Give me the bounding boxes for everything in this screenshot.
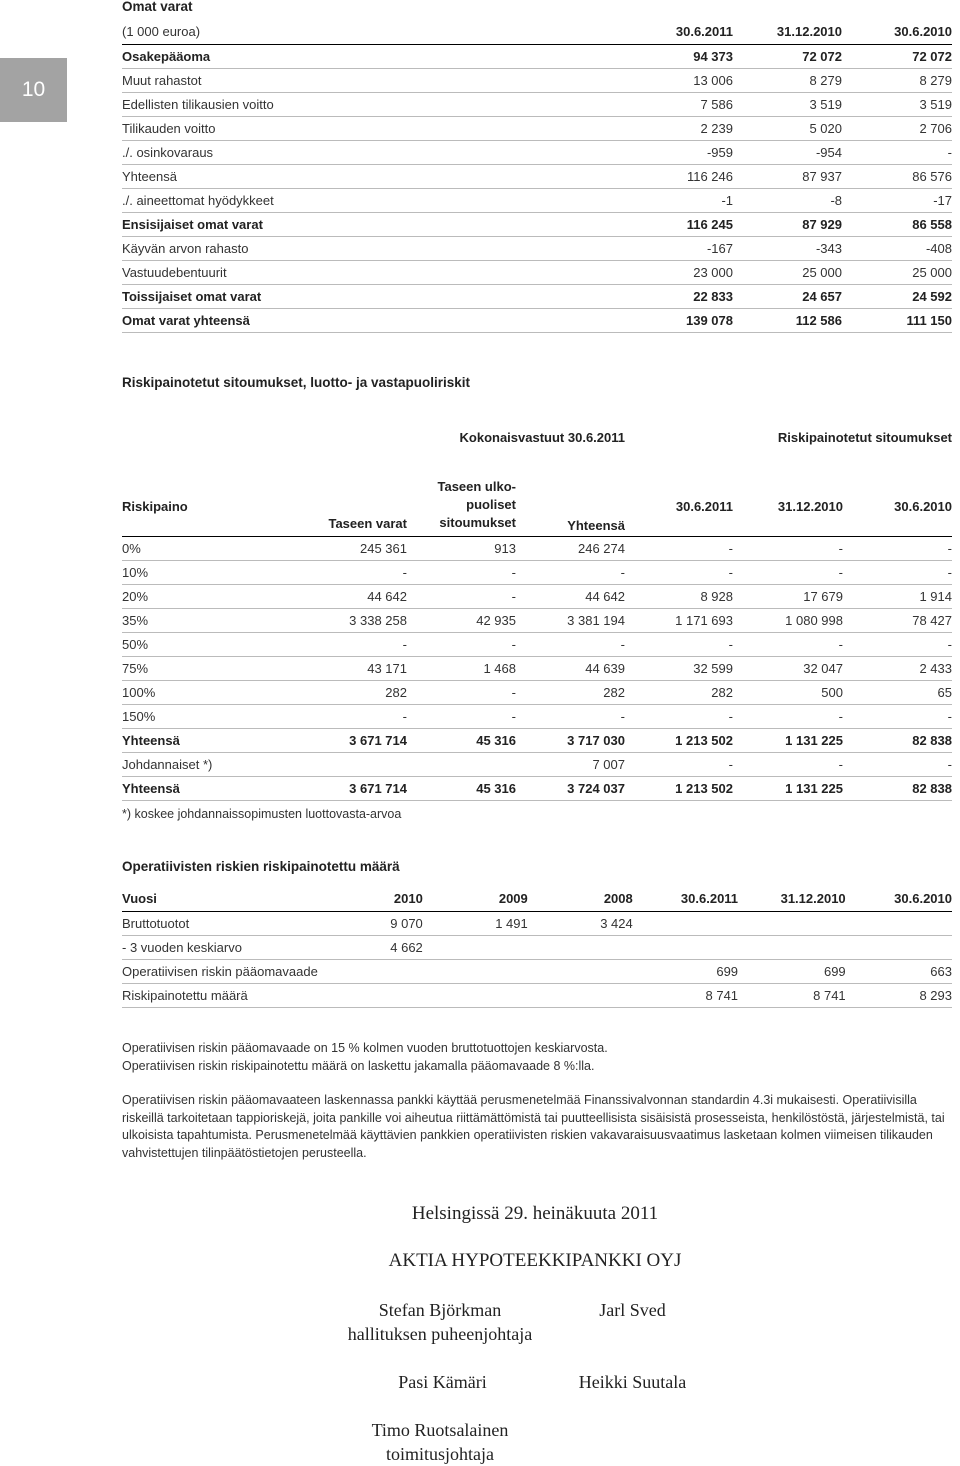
cell-value: 282 [298,680,407,704]
cell-value: - [733,560,843,584]
row-label: 100% [122,680,298,704]
cell-value: -17 [842,188,952,212]
page-number-box [0,58,67,122]
table-row [122,560,952,584]
risk-group-header [122,426,952,448]
row-label: Osakepääoma [122,44,622,68]
table-row [122,116,952,140]
cell-value: -959 [622,140,733,164]
cell-value: 112 586 [733,308,842,332]
cell-value: - [843,752,952,776]
operational-title: Operatiivisten riskien riskipainotettu määrä [122,859,400,874]
cell-value: 3 424 [528,911,633,935]
cell-value: 663 [846,959,952,983]
cell-value [423,983,528,1007]
cell-value: 246 274 [516,536,625,560]
cell-value: 2 433 [843,656,952,680]
header-date-3: 30.6.2010 [843,478,952,536]
cell-value: - [298,704,407,728]
cell-value: 82 838 [843,728,952,752]
risk-weighted-title: Riskipainotetut sitoumukset, luotto- ja vastapuoliriskit [122,375,471,390]
table-row [122,935,952,959]
table-row [122,959,952,983]
cell-value: - [733,536,843,560]
cell-value: - [516,560,625,584]
op-header-vuosi: Vuosi [122,887,318,911]
signature-5 [340,1418,540,1466]
operational-note-1: Operatiivisen riskin pääomavaade on 15 % kolmen vuoden bruttotuottojen keskiarvosta. [122,1041,608,1055]
cell-value: - [733,704,843,728]
signer-name: Jarl Sved [599,1300,666,1320]
own-funds-title: Omat varat [122,0,193,14]
table-row [122,536,952,560]
cell-value: 13 006 [622,68,733,92]
row-label: 35% [122,608,298,632]
cell-value: - [625,704,733,728]
cell-value: - [407,704,516,728]
row-label: Omat varat yhteensä [122,308,622,332]
op-header-date-2: 31.12.2010 [738,887,846,911]
risk-weighted-section [122,426,952,821]
cell-value: 1 468 [407,656,516,680]
header-date-2: 31.12.2010 [733,478,843,536]
cell-value [407,752,516,776]
row-label: 20% [122,584,298,608]
column-header: 30.6.2010 [842,20,952,44]
operational-note-2: Operatiivisen riskin riskipainotettu määrä on laskettu jakamalla pääomavaade 8 %:lla. [122,1058,595,1073]
cell-value: 4 662 [318,935,423,959]
cell-value: 3 724 037 [516,776,625,800]
row-label: 150% [122,704,298,728]
cell-value: - [842,140,952,164]
cell-value: 3 671 714 [298,776,407,800]
op-header-2009: 2009 [423,887,528,911]
cell-value: -1 [622,188,733,212]
row-label: 50% [122,632,298,656]
cell-value: 1 914 [843,584,952,608]
cell-value: 45 316 [407,728,516,752]
group-total-label: Kokonaisvastuut 30.6.2011 [459,429,625,445]
cell-value: - [407,584,516,608]
cell-value: - [843,536,952,560]
cell-value: 7 007 [516,752,625,776]
row-label: 75% [122,656,298,680]
cell-value: 78 427 [843,608,952,632]
column-header: 31.12.2010 [733,20,842,44]
row-label: ./. osinkovaraus [122,140,622,164]
header-taseen-varat: Taseen varat [298,478,407,536]
cell-value: 282 [625,680,733,704]
cell-value: 8 279 [733,68,842,92]
signature-2 [560,1298,705,1322]
table-row [122,140,952,164]
place-date: Helsingissä 29. heinäkuuta 2011 [411,1203,659,1224]
row-label: Muut rahastot [122,68,622,92]
header-riskipaino: Riskipaino [122,478,298,536]
cell-value: 17 679 [733,584,843,608]
cell-value: 87 937 [733,164,842,188]
row-label: Ensisijaiset omat varat [122,212,622,236]
row-label: - 3 vuoden keskiarvo [122,935,318,959]
risk-footnote: *) koskee johdannaissopimusten luottovasta-arvoa [122,806,402,821]
risk-header-row [122,478,952,536]
row-label: ./. aineettomat hyödykkeet [122,188,622,212]
cell-value: 22 833 [622,284,733,308]
cell-value: 3 519 [842,92,952,116]
cell-value: 24 592 [842,284,952,308]
cell-value: 87 929 [733,212,842,236]
cell-value: - [298,560,407,584]
cell-value [738,935,846,959]
cell-value: 8 741 [738,983,846,1007]
cell-value [423,959,528,983]
cell-value: 1 131 225 [733,728,843,752]
cell-value: 72 072 [733,44,842,68]
table-row [122,212,952,236]
cell-value: 3 338 258 [298,608,407,632]
cell-value: 86 558 [842,212,952,236]
cell-value: 1 080 998 [733,608,843,632]
signer-name: Pasi Kämäri [398,1372,487,1392]
group-rw-label: Riskipainotetut sitoumukset [777,429,952,445]
cell-value: 1 131 225 [733,776,843,800]
cell-value: 44 639 [516,656,625,680]
header-yhteensa: Yhteensä [516,478,625,536]
cell-value: 82 838 [843,776,952,800]
cell-value: 2 239 [622,116,733,140]
cell-value: 5 020 [733,116,842,140]
table-row [122,608,952,632]
op-header-date-1: 30.6.2011 [633,887,738,911]
cell-value: 1 491 [423,911,528,935]
table-row [122,92,952,116]
cell-value: 116 246 [622,164,733,188]
column-header: 30.6.2011 [622,20,733,44]
operational-table [122,887,952,1008]
cell-value: 1 171 693 [625,608,733,632]
operational-notes [122,1040,952,1075]
row-label: Edellisten tilikausien voitto [122,92,622,116]
cell-value [318,959,423,983]
row-label: Yhteensä [122,728,298,752]
cell-value: 139 078 [622,308,733,332]
cell-value: - [843,560,952,584]
cell-value: 3 671 714 [298,728,407,752]
cell-value [298,752,407,776]
cell-value: -8 [733,188,842,212]
table-row [122,632,952,656]
table-row [122,983,952,1007]
table-row [122,728,952,752]
cell-value: 32 599 [625,656,733,680]
cell-value: 3 519 [733,92,842,116]
own-funds-header-row [122,20,952,44]
row-label: Yhteensä [122,164,622,188]
row-label: 0% [122,536,298,560]
signer-name: Timo Ruotsalainen [371,1420,509,1440]
operational-header-row [122,887,952,911]
company-name: AKTIA HYPOTEEKKIPANKKI OYJ [388,1250,682,1271]
cell-value: 699 [738,959,846,983]
cell-value: 245 361 [298,536,407,560]
signature-4 [560,1370,705,1394]
cell-value: 65 [843,680,952,704]
table-row [122,752,952,776]
cell-value: -408 [842,236,952,260]
cell-value: 2 706 [842,116,952,140]
cell-value: 32 047 [733,656,843,680]
cell-value: 86 576 [842,164,952,188]
cell-value: 72 072 [842,44,952,68]
operational-paragraph: Operatiivisen riskin pääomavaateen laskennassa pankki käyttää perusmenetelmää Finanssivalvonnan standardin 4.3i mukaisesti. Operatiivisilla riskeillä tarkoitetaan tappioriskejä, joita pankille voi aiheutua riittämättömistä tai puutteellisista sisäisistä prosesseista, henkilöstöstä, järjestelmistä, tai ulkoisista tapahtumista. Perusmenetelmää käyttävien pankkien operatiivisten riskien vakavaraisuusvaatimus lasketaan kolmen viimeisen tilikauden vahvistettujen tilinpäätöstietojen perusteella. [122,1093,945,1160]
cell-value [633,911,738,935]
cell-value [846,911,952,935]
row-label: Riskipainotettu määrä [122,983,318,1007]
table-row [122,308,952,332]
cell-value: - [843,704,952,728]
cell-value: 1 213 502 [625,776,733,800]
cell-value: 3 717 030 [516,728,625,752]
cell-value [423,935,528,959]
row-label: Yhteensä [122,776,298,800]
cell-value: 43 171 [298,656,407,680]
cell-value: 44 642 [516,584,625,608]
cell-value: - [625,560,733,584]
page-number: 10 [21,78,46,101]
table-row [122,656,952,680]
cell-value: 25 000 [733,260,842,284]
table-row [122,776,952,800]
cell-value: - [407,680,516,704]
cell-value: 699 [633,959,738,983]
table-row [122,284,952,308]
table-row [122,911,952,935]
cell-value [528,935,633,959]
signer-name: Stefan Björkman [378,1300,502,1320]
cell-value: 8 293 [846,983,952,1007]
row-label: 10% [122,560,298,584]
cell-value: 44 642 [298,584,407,608]
table-row [122,68,952,92]
cell-value: - [625,632,733,656]
cell-value: -954 [733,140,842,164]
row-label: Tilikauden voitto [122,116,622,140]
table-row [122,164,952,188]
row-label: Johdannaiset *) [122,752,298,776]
cell-value: 9 070 [318,911,423,935]
operational-section [122,887,952,1008]
cell-value: - [843,632,952,656]
signer-name: Heikki Suutala [578,1372,687,1392]
cell-value [528,983,633,1007]
cell-value: - [407,632,516,656]
cell-value: 3 381 194 [516,608,625,632]
own-funds-section [122,20,952,333]
op-header-date-3: 30.6.2010 [846,887,952,911]
signer-title: toimitusjohtaja [386,1444,494,1464]
cell-value: - [625,752,733,776]
op-header-2008: 2008 [528,887,633,911]
risk-weighted-table [122,478,952,801]
op-header-2010: 2010 [318,887,423,911]
own-funds-table [122,20,952,333]
table-row [122,704,952,728]
table-row [122,584,952,608]
row-label: Operatiivisen riskin pääomavaade [122,959,318,983]
cell-value: - [733,752,843,776]
cell-value: - [298,632,407,656]
table-row [122,260,952,284]
row-label: Vastuudebentuurit [122,260,622,284]
cell-value [846,935,952,959]
header-date-1: 30.6.2011 [625,478,733,536]
row-label: Käyvän arvon rahasto [122,236,622,260]
cell-value: 7 586 [622,92,733,116]
cell-value: - [516,704,625,728]
cell-value: 25 000 [842,260,952,284]
cell-value: - [733,632,843,656]
cell-value: -343 [733,236,842,260]
table-row [122,680,952,704]
cell-value: 913 [407,536,516,560]
cell-value [738,911,846,935]
cell-value: 282 [516,680,625,704]
cell-value: 8 279 [842,68,952,92]
cell-value: 500 [733,680,843,704]
cell-value: -167 [622,236,733,260]
row-label: Toissijaiset omat varat [122,284,622,308]
cell-value: 111 150 [842,308,952,332]
signature-3 [370,1370,515,1394]
table-row [122,44,952,68]
unit-label: (1 000 euroa) [122,20,622,44]
cell-value: 8 741 [633,983,738,1007]
header-off-balance: Taseen ulko- puoliset sitoumukset [407,478,516,536]
row-label: Bruttotuotot [122,911,318,935]
cell-value: 94 373 [622,44,733,68]
signer-title: hallituksen puheenjohtaja [347,1324,533,1344]
cell-value: - [625,536,733,560]
cell-value: 1 213 502 [625,728,733,752]
cell-value: - [407,560,516,584]
table-row [122,188,952,212]
signature-1 [320,1298,560,1346]
table-row [122,236,952,260]
cell-value: 45 316 [407,776,516,800]
cell-value [318,983,423,1007]
cell-value: 23 000 [622,260,733,284]
cell-value [528,959,633,983]
cell-value: 24 657 [733,284,842,308]
cell-value: 42 935 [407,608,516,632]
cell-value [633,935,738,959]
cell-value: 8 928 [625,584,733,608]
cell-value: - [516,632,625,656]
cell-value: 116 245 [622,212,733,236]
